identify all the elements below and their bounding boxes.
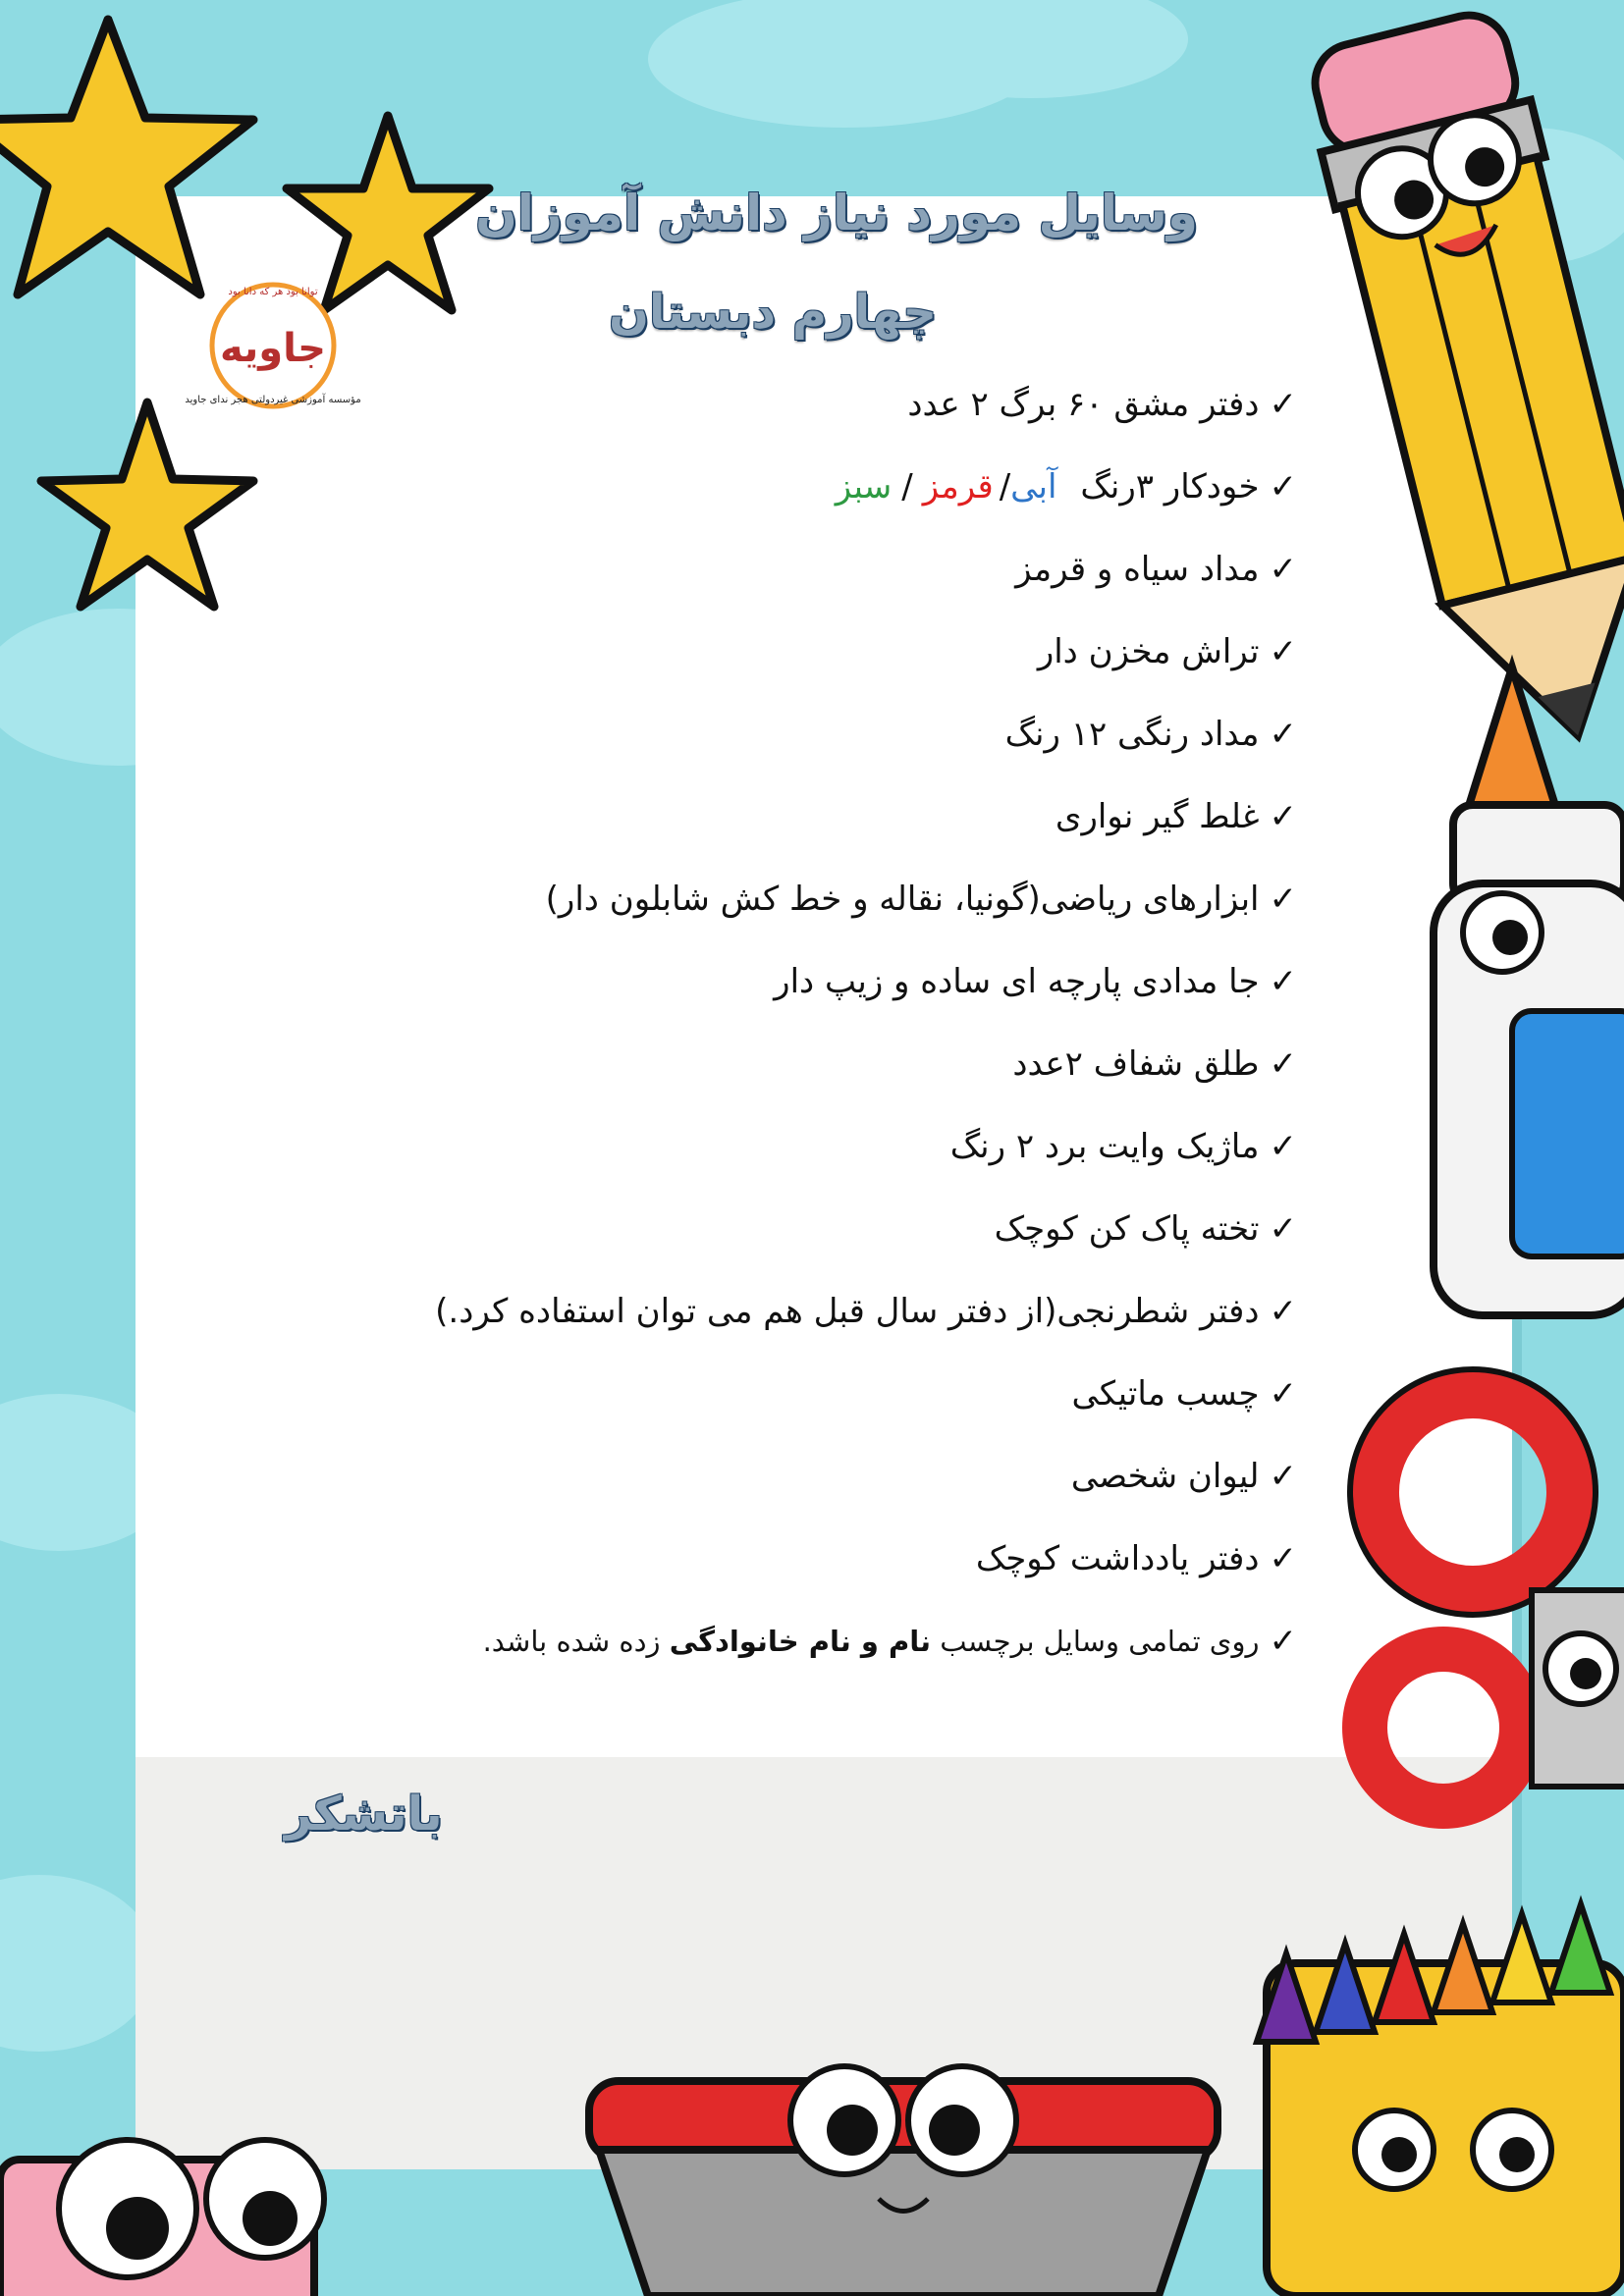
list-item: ✓ دفتر شطرنجی(از دفتر سال قبل هم می توان استفاده کرد.)	[435, 1292, 1297, 1331]
crayon-box-character-icon	[1257, 1904, 1624, 2296]
checkmark-icon: ✓	[1269, 1539, 1297, 1578]
checkmark-icon: ✓	[1269, 1292, 1297, 1331]
svg-text:جاویه: جاویه	[220, 326, 326, 371]
svg-text:مؤسسه آموزشی غیردولتی هجر ندای: مؤسسه آموزشی غیردولتی هجر ندای جاوید	[185, 395, 361, 405]
checkmark-icon: ✓	[1269, 1127, 1297, 1166]
checkmark-icon: ✓	[1269, 550, 1297, 589]
pen-color-blue: آبی	[1010, 467, 1057, 507]
svg-text:توانا بود هر که دانا بود: توانا بود هر که دانا بود	[228, 287, 318, 297]
pen-color-green: سبز	[835, 467, 893, 507]
name-emphasis: نام و نام خانوادگی	[669, 1625, 932, 1658]
list-item: ✓ مداد سیاه و قرمز	[1015, 550, 1297, 589]
list-item: ✓ غلط گیر نواری	[1055, 797, 1297, 836]
page-title: وسایل مورد نیاز دانش آموزان	[475, 185, 1198, 241]
checkmark-icon: ✓	[1269, 1209, 1297, 1249]
label-note-item: ✓ روی تمامی وسایل برچسب نام و نام خانوادگی زده شده باشد.	[482, 1622, 1297, 1661]
list-item: ✓ لیوان شخصی	[1070, 1457, 1297, 1496]
checkmark-icon: ✓	[1269, 880, 1297, 919]
list-item: ✓ ابزارهای ریاضی(گونیا، نقاله و خط کش شابلون دار)	[545, 880, 1297, 919]
eraser-character-icon	[0, 2140, 324, 2296]
list-item: ✓ چسب ماتیکی	[1071, 1374, 1297, 1414]
page-subtitle: چهارم دبستان	[609, 285, 937, 340]
checkmark-icon: ✓	[1269, 962, 1297, 1001]
list-item: ✓ مداد رنگی ۱۲ رنگ	[1004, 715, 1297, 754]
list-item: ✓ دفتر مشق ۶۰ برگ ۲ عدد	[907, 385, 1297, 424]
checkmark-icon: ✓	[1269, 385, 1297, 424]
list-item: ✓ ماژیک وایت برد ۲ رنگ	[949, 1127, 1297, 1166]
checkmark-icon: ✓	[1269, 467, 1297, 507]
list-item: ✓ تخته پاک کن کوچک	[994, 1209, 1297, 1249]
list-item: ✓ جا مدادی پارچه ای ساده و زیپ دار	[774, 962, 1297, 1001]
list-item: ✓ خودکار ۳رنگ آبی / قرمز / سبز	[835, 467, 1297, 507]
checkmark-icon: ✓	[1269, 715, 1297, 754]
checkmark-icon: ✓	[1269, 1622, 1297, 1661]
checkmark-icon: ✓	[1269, 632, 1297, 671]
pen-color-red: قرمز	[922, 467, 994, 507]
thanks-signoff: باتشکر	[285, 1787, 443, 1842]
list-item: ✓ دفتر یادداشت کوچک	[975, 1539, 1297, 1578]
checkmark-icon: ✓	[1269, 1374, 1297, 1414]
checkmark-icon: ✓	[1269, 797, 1297, 836]
checkmark-icon: ✓	[1269, 1044, 1297, 1084]
list-item: ✓ تراش مخزن دار	[1037, 632, 1297, 671]
list-item: ✓ طلق شفاف ۲عدد	[1012, 1044, 1297, 1084]
checkmark-icon: ✓	[1269, 1457, 1297, 1496]
supplies-list	[315, 363, 1297, 1682]
stapler-character-icon	[589, 2066, 1218, 2296]
